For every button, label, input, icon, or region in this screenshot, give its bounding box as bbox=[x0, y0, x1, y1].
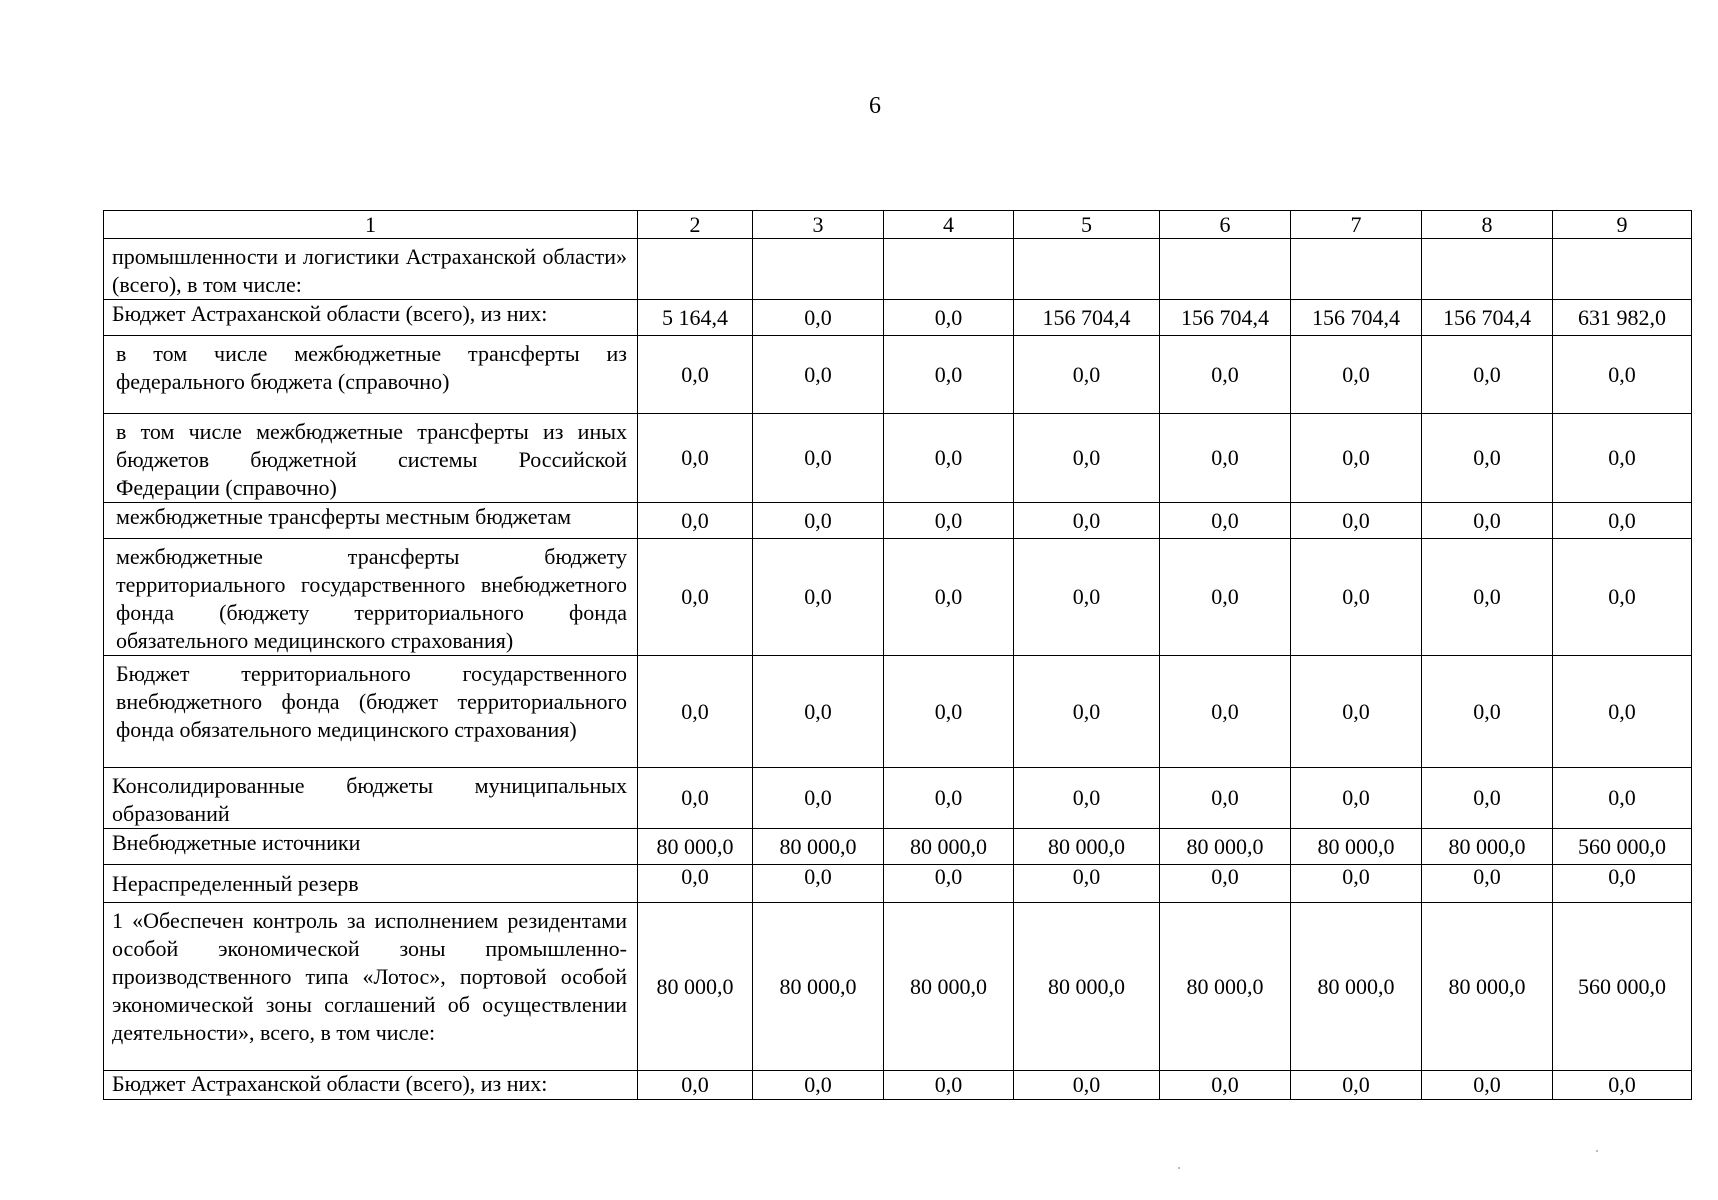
cell-value: 0,0 bbox=[1291, 503, 1422, 539]
table-row bbox=[104, 414, 1692, 503]
cell-value: 0,0 bbox=[1422, 656, 1553, 768]
cell-value: 80 000,0 bbox=[1014, 829, 1160, 865]
scan-speck bbox=[1178, 1167, 1180, 1169]
cell-value: 0,0 bbox=[1160, 865, 1291, 903]
cell-value: 0,0 bbox=[1291, 336, 1422, 414]
cell-value: 0,0 bbox=[884, 336, 1014, 414]
cell-value: 156 704,4 bbox=[1014, 300, 1160, 336]
row-label: в том числе межбюджетные трансферты из иных бюджетов бюджетной системы Российской Федерации (справочно) bbox=[104, 414, 638, 503]
cell-value: 80 000,0 bbox=[1014, 903, 1160, 1071]
cell-value: 0,0 bbox=[1291, 768, 1422, 829]
cell-value: 80 000,0 bbox=[884, 903, 1014, 1071]
cell-value: 0,0 bbox=[1422, 1071, 1553, 1100]
cell-value: 156 704,4 bbox=[1160, 300, 1291, 336]
page-number: 6 bbox=[869, 93, 881, 119]
cell-value: 631 982,0 bbox=[1553, 300, 1692, 336]
table-row bbox=[104, 503, 1692, 539]
cell-value: 0,0 bbox=[753, 865, 884, 903]
column-header: 8 bbox=[1422, 211, 1553, 239]
table-row bbox=[104, 336, 1692, 414]
row-label: Внебюджетные источники bbox=[104, 829, 638, 865]
table-row bbox=[104, 865, 1692, 903]
cell-value: 0,0 bbox=[1014, 865, 1160, 903]
cell-value: 0,0 bbox=[638, 656, 753, 768]
cell-value: 80 000,0 bbox=[753, 829, 884, 865]
cell-value: 80 000,0 bbox=[1160, 829, 1291, 865]
cell-value: 5 164,4 bbox=[638, 300, 753, 336]
cell-value: 0,0 bbox=[884, 539, 1014, 656]
cell-value: 0,0 bbox=[638, 539, 753, 656]
table-row bbox=[104, 1071, 1692, 1100]
header-row bbox=[104, 211, 1692, 239]
cell-value: 0,0 bbox=[1553, 539, 1692, 656]
cell-value: 0,0 bbox=[1160, 414, 1291, 503]
cell-value: 0,0 bbox=[753, 768, 884, 829]
cell-value: 0,0 bbox=[753, 336, 884, 414]
cell-value bbox=[884, 239, 1014, 300]
cell-value: 0,0 bbox=[1553, 656, 1692, 768]
cell-value: 560 000,0 bbox=[1553, 829, 1692, 865]
row-label: межбюджетные трансферты бюджету территориального государственного внебюджетного фонда (бюджету территориального фонда обязательного медицинского страхования) bbox=[104, 539, 638, 656]
cell-value: 0,0 bbox=[753, 300, 884, 336]
row-label: межбюджетные трансферты местным бюджетам bbox=[104, 503, 638, 539]
cell-value: 80 000,0 bbox=[638, 829, 753, 865]
column-header: 1 bbox=[104, 211, 638, 239]
cell-value: 0,0 bbox=[753, 539, 884, 656]
cell-value: 0,0 bbox=[1291, 656, 1422, 768]
cell-value: 80 000,0 bbox=[1291, 903, 1422, 1071]
cell-value: 156 704,4 bbox=[1422, 300, 1553, 336]
column-header: 4 bbox=[884, 211, 1014, 239]
scan-speck bbox=[1596, 1150, 1598, 1152]
cell-value bbox=[1422, 239, 1553, 300]
cell-value bbox=[1291, 239, 1422, 300]
cell-value: 0,0 bbox=[884, 656, 1014, 768]
cell-value: 0,0 bbox=[1014, 503, 1160, 539]
cell-value: 0,0 bbox=[1422, 768, 1553, 829]
table-row bbox=[104, 656, 1692, 768]
cell-value: 0,0 bbox=[1014, 539, 1160, 656]
cell-value: 0,0 bbox=[1291, 539, 1422, 656]
cell-value: 0,0 bbox=[753, 656, 884, 768]
cell-value: 80 000,0 bbox=[1160, 903, 1291, 1071]
cell-value: 0,0 bbox=[1553, 768, 1692, 829]
column-header: 6 bbox=[1160, 211, 1291, 239]
row-label: Консолидированные бюджеты муниципальных образований bbox=[104, 768, 638, 829]
cell-value: 0,0 bbox=[1291, 865, 1422, 903]
cell-value bbox=[1014, 239, 1160, 300]
table-row bbox=[104, 239, 1692, 300]
cell-value: 0,0 bbox=[1553, 865, 1692, 903]
cell-value: 0,0 bbox=[1422, 865, 1553, 903]
cell-value: 0,0 bbox=[1291, 1071, 1422, 1100]
cell-value: 0,0 bbox=[1422, 539, 1553, 656]
cell-value: 0,0 bbox=[753, 414, 884, 503]
row-label: Бюджет территориального государственного внебюджетного фонда (бюджет территориального фонда обязательного медицинского страхования) bbox=[104, 656, 638, 768]
row-label: промышленности и логистики Астраханской области» (всего), в том числе: bbox=[104, 239, 638, 300]
cell-value bbox=[1553, 239, 1692, 300]
cell-value: 80 000,0 bbox=[1422, 903, 1553, 1071]
cell-value: 80 000,0 bbox=[1291, 829, 1422, 865]
cell-value: 80 000,0 bbox=[638, 903, 753, 1071]
table-row bbox=[104, 768, 1692, 829]
cell-value: 0,0 bbox=[1160, 656, 1291, 768]
cell-value: 0,0 bbox=[1553, 1071, 1692, 1100]
cell-value: 80 000,0 bbox=[1422, 829, 1553, 865]
table-row bbox=[104, 300, 1692, 336]
cell-value: 0,0 bbox=[638, 503, 753, 539]
cell-value: 0,0 bbox=[1160, 1071, 1291, 1100]
column-header: 9 bbox=[1553, 211, 1692, 239]
cell-value: 560 000,0 bbox=[1553, 903, 1692, 1071]
cell-value bbox=[753, 239, 884, 300]
column-header: 5 bbox=[1014, 211, 1160, 239]
cell-value: 0,0 bbox=[1014, 1071, 1160, 1100]
row-label: Нераспределенный резерв bbox=[104, 865, 638, 903]
row-label: Бюджет Астраханской области (всего), из них: bbox=[104, 300, 638, 336]
cell-value: 0,0 bbox=[1422, 336, 1553, 414]
cell-value: 0,0 bbox=[638, 414, 753, 503]
cell-value: 0,0 bbox=[1014, 414, 1160, 503]
cell-value bbox=[1160, 239, 1291, 300]
cell-value: 0,0 bbox=[1553, 336, 1692, 414]
cell-value: 0,0 bbox=[1160, 539, 1291, 656]
column-header: 7 bbox=[1291, 211, 1422, 239]
cell-value: 0,0 bbox=[884, 414, 1014, 503]
budget-table bbox=[103, 210, 1692, 1100]
cell-value: 0,0 bbox=[1014, 656, 1160, 768]
cell-value: 0,0 bbox=[1014, 768, 1160, 829]
cell-value: 0,0 bbox=[1291, 414, 1422, 503]
cell-value: 0,0 bbox=[638, 1071, 753, 1100]
row-label: Бюджет Астраханской области (всего), из них: bbox=[104, 1071, 638, 1100]
cell-value: 0,0 bbox=[638, 865, 753, 903]
cell-value: 0,0 bbox=[1553, 503, 1692, 539]
cell-value: 0,0 bbox=[638, 336, 753, 414]
table-row bbox=[104, 539, 1692, 656]
cell-value: 0,0 bbox=[884, 768, 1014, 829]
cell-value: 0,0 bbox=[1160, 503, 1291, 539]
column-header: 3 bbox=[753, 211, 884, 239]
column-header: 2 bbox=[638, 211, 753, 239]
cell-value: 0,0 bbox=[1160, 768, 1291, 829]
row-label: 1 «Обеспечен контроль за исполнением резидентами особой экономической зоны промышленно-производственного типа «Лотос», портовой особой экономической зоны соглашений об осуществлении деятельности», всего, в том числе: bbox=[104, 903, 638, 1071]
cell-value: 0,0 bbox=[1014, 336, 1160, 414]
cell-value: 0,0 bbox=[753, 503, 884, 539]
cell-value: 0,0 bbox=[884, 1071, 1014, 1100]
cell-value: 0,0 bbox=[1553, 414, 1692, 503]
cell-value: 0,0 bbox=[638, 768, 753, 829]
cell-value: 156 704,4 bbox=[1291, 300, 1422, 336]
cell-value: 80 000,0 bbox=[884, 829, 1014, 865]
table-row bbox=[104, 829, 1692, 865]
cell-value: 0,0 bbox=[884, 300, 1014, 336]
cell-value: 0,0 bbox=[884, 503, 1014, 539]
cell-value: 80 000,0 bbox=[753, 903, 884, 1071]
row-label: в том числе межбюджетные трансферты из федерального бюджета (справочно) bbox=[104, 336, 638, 414]
cell-value: 0,0 bbox=[884, 865, 1014, 903]
cell-value: 0,0 bbox=[753, 1071, 884, 1100]
cell-value: 0,0 bbox=[1422, 414, 1553, 503]
cell-value: 0,0 bbox=[1160, 336, 1291, 414]
cell-value bbox=[638, 239, 753, 300]
table-row bbox=[104, 903, 1692, 1071]
cell-value: 0,0 bbox=[1422, 503, 1553, 539]
